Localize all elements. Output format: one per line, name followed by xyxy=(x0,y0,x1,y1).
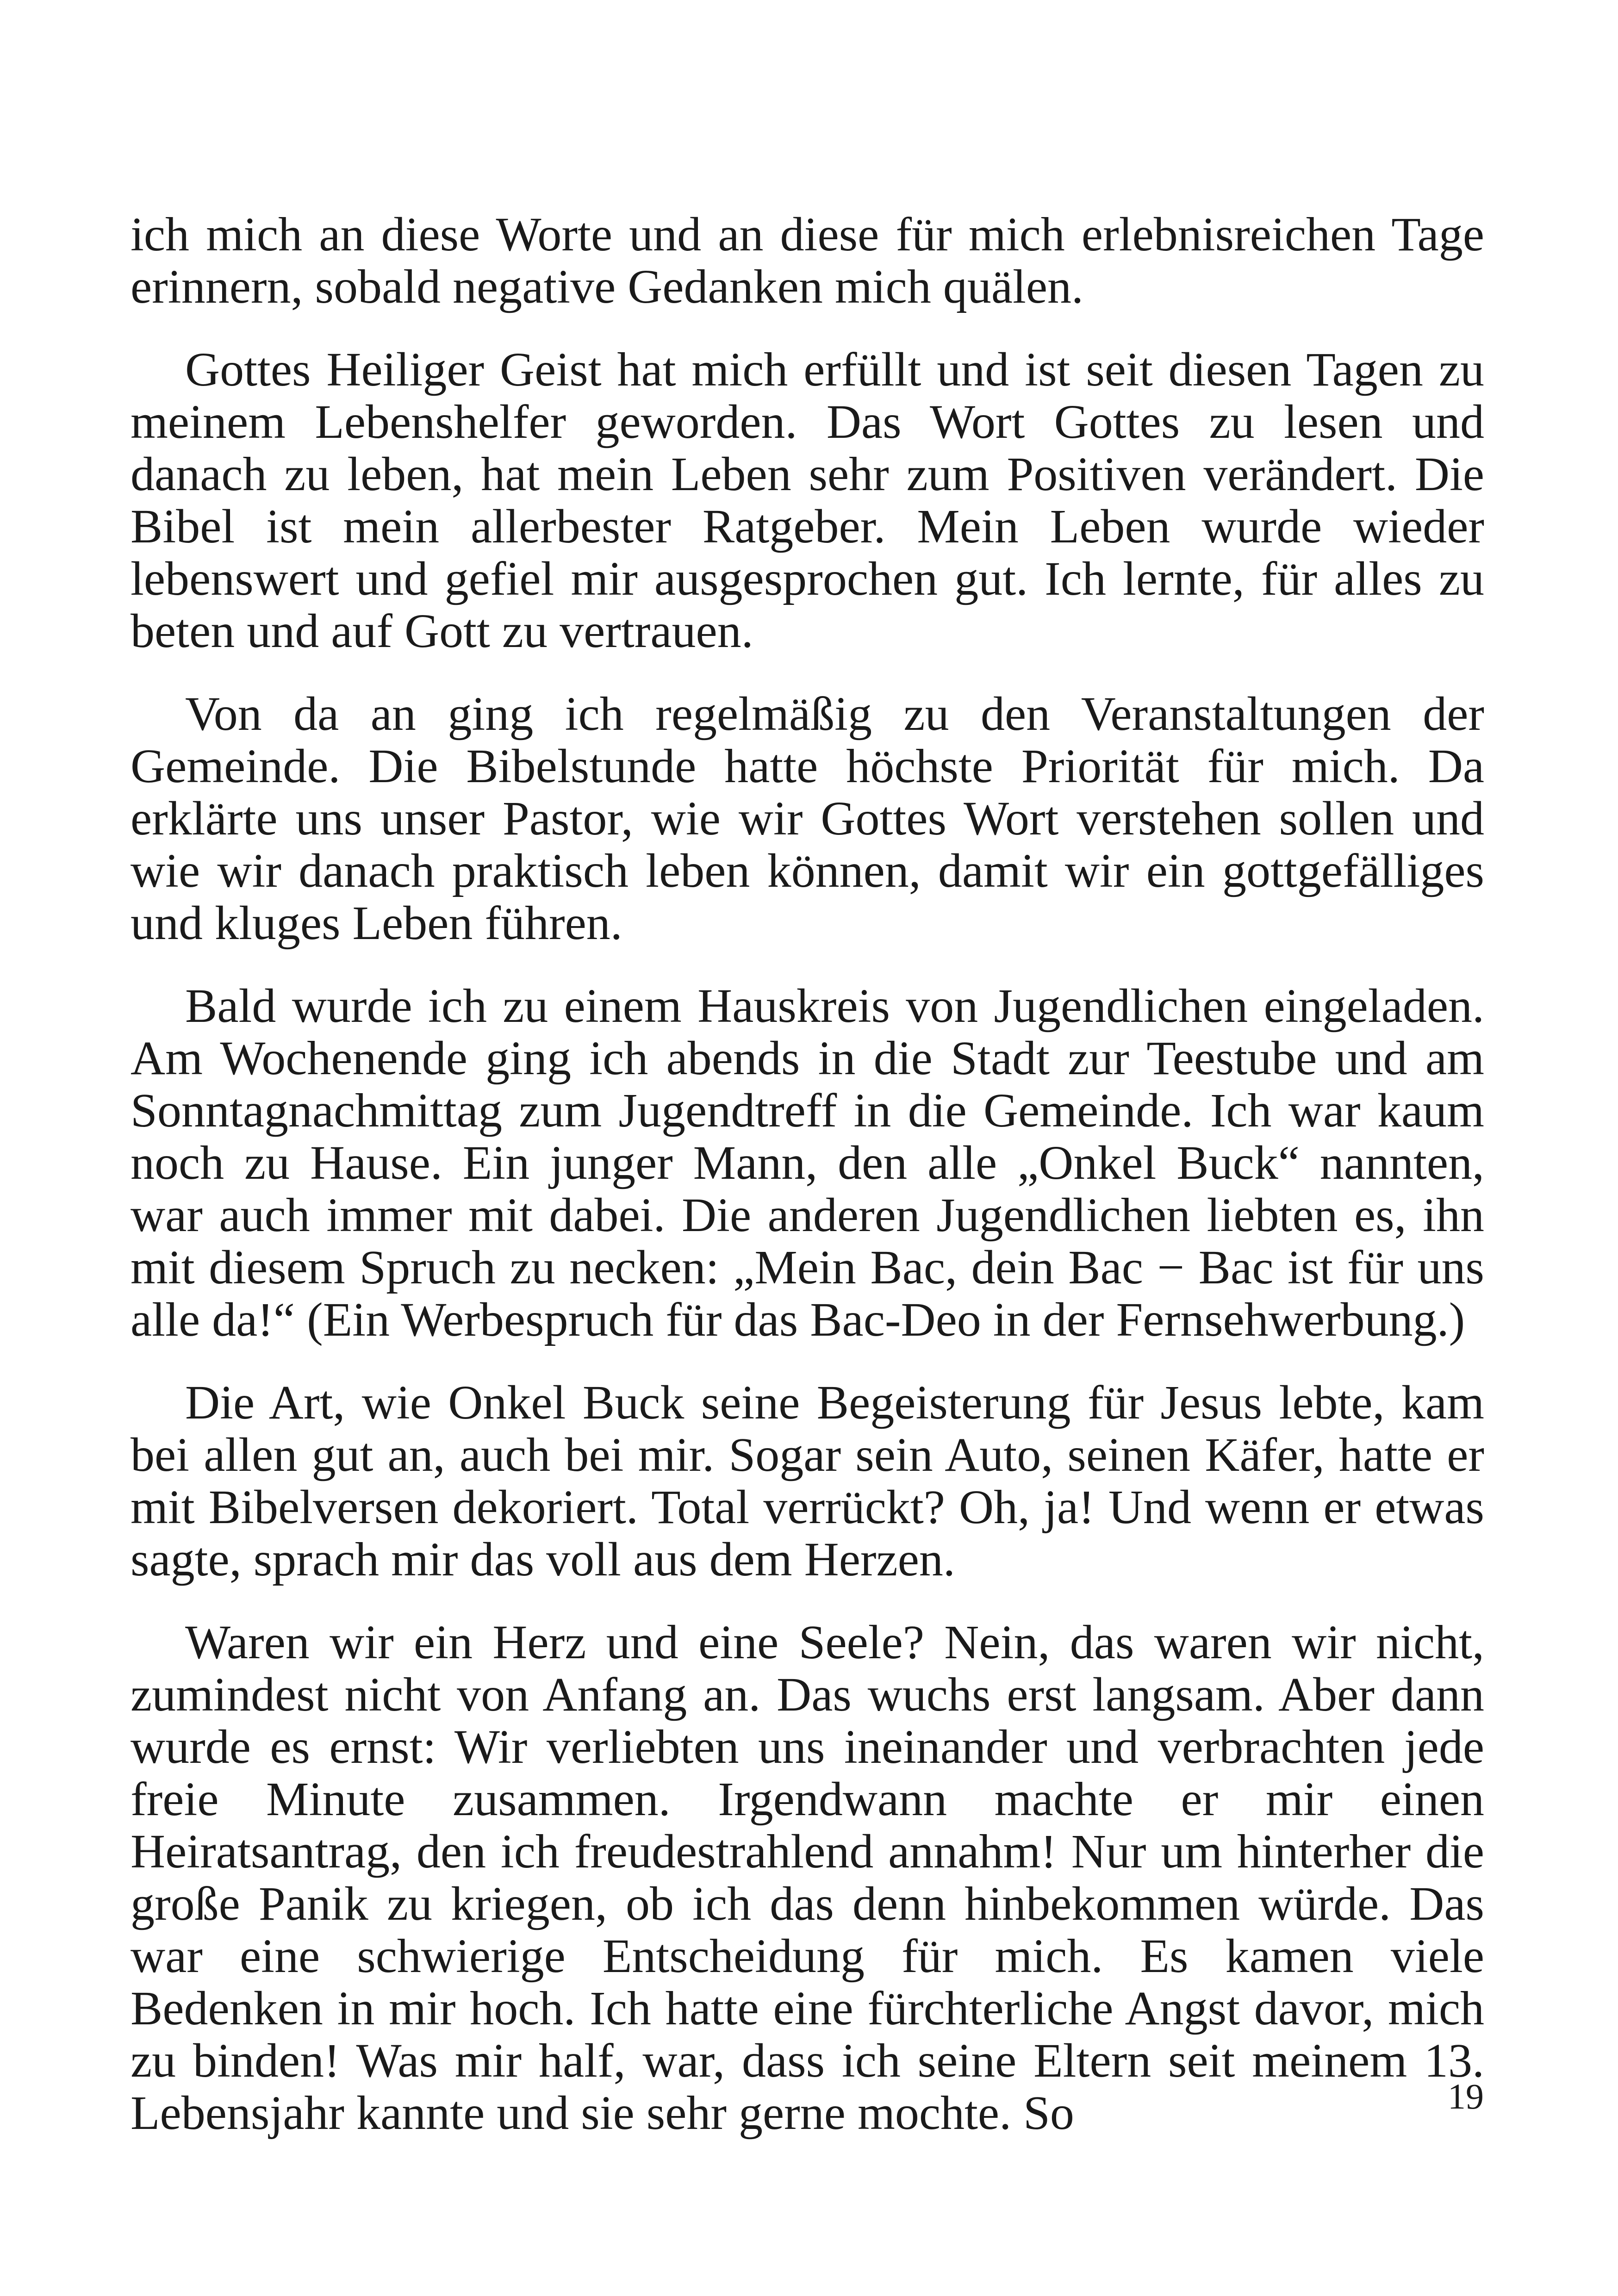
paragraph-4: Bald wurde ich zu einem Hauskreis von Jugendlichen eingeladen. Am Wochenende ging ich abends in die Stadt zur Teestube und am Sonntagnachmittag zum Jugendtreff in die Gemeinde. Ich war kaum noch zu Hause. Ein junger Mann, den alle „Onkel Buck“ nannten, war auch immer mit dabei. Die anderen Jugendlichen liebten es, ihn mit diesem Spruch zu necken: „Mein Bac, dein Bac − Bac ist für uns alle da!“ (Ein Werbespruch für das Bac-Deo in der Fernsehwerbung.) xyxy=(131,979,1484,1346)
page-body xyxy=(131,208,1484,2170)
paragraph-2: Gottes Heiliger Geist hat mich erfüllt und ist seit diesen Tagen zu meinem Lebenshelfer geworden. Das Wort Gottes zu lesen und danach zu leben, hat mein Leben sehr zum Positiven verändert. Die Bibel ist mein allerbester Ratgeber. Mein Leben wurde wieder lebenswert und gefiel mir ausgesprochen gut. Ich lernte, für alles zu beten und auf Gott zu vertrauen. xyxy=(131,343,1484,658)
paragraph-5: Die Art, wie Onkel Buck seine Begeisterung für Jesus lebte, kam bei allen gut an, auch bei mir. Sogar sein Auto, seinen Käfer, hatte er mit Bibelversen dekoriert. Total verrückt? Oh, ja! Und wenn er etwas sagte, sprach mir das voll aus dem Herzen. xyxy=(131,1376,1484,1586)
paragraph-6: Waren wir ein Herz und eine Seele? Nein, das waren wir nicht, zumindest nicht von Anfang an. Das wuchs erst langsam. Aber dann wurde es ernst: Wir verliebten uns ineinander und verbrachten jede freie Minute zusammen. Irgendwann machte er mir einen Heiratsantrag, den ich freudestrahlend annahm! Nur um hinterher die große Panik zu kriegen, ob ich das denn hinbekommen würde. Das war eine schwierige Entscheidung für mich. Es kamen viele Bedenken in mir hoch. Ich hatte eine fürchterliche Angst davor, mich zu binden! Was mir half, war, dass ich seine Eltern seit meinem 13. Lebensjahr kannte und sie sehr gerne mochte. So xyxy=(131,1616,1484,2140)
page-number: 19 xyxy=(1448,2076,1484,2116)
paragraph-1: ich mich an diese Worte und an diese für mich erlebnisreichen Tage erinnern, sobald negative Gedanken mich quälen. xyxy=(131,208,1484,313)
paragraph-3: Von da an ging ich regelmäßig zu den Veranstaltungen der Gemeinde. Die Bibelstunde hatte höchste Priorität für mich. Da erklärte uns unser Pastor, wie wir Gottes Wort verstehen sollen und wie wir danach praktisch leben können, damit wir ein gottgefälliges und kluges Leben führen. xyxy=(131,687,1484,950)
